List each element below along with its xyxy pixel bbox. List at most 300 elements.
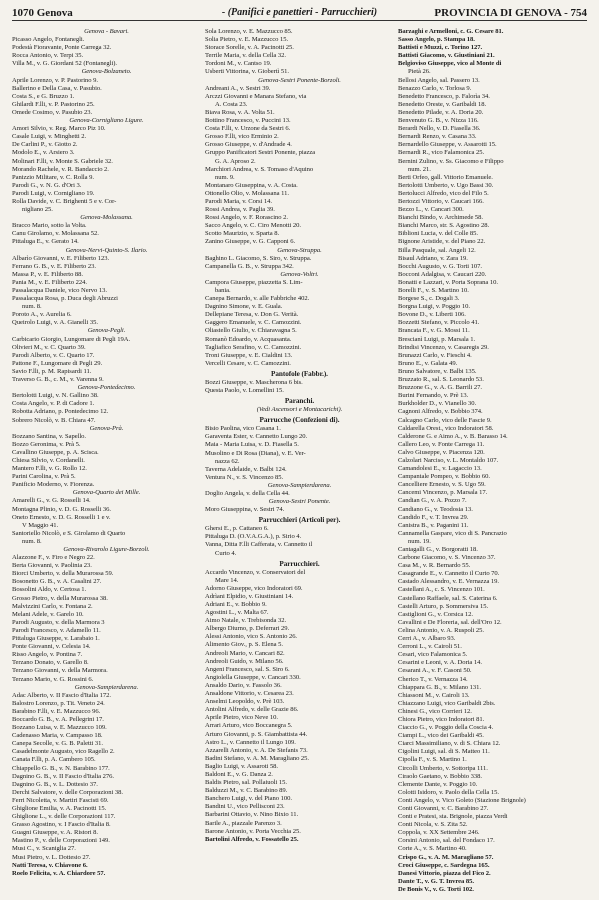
entry-line: Biblioni Lucia, v. del Colle 85. bbox=[398, 230, 479, 238]
entry-line: num. 8. bbox=[22, 303, 42, 311]
entry-line: Chiappara G. B., v. Milano 131. bbox=[398, 683, 481, 691]
entry-line: Podestà Fioravante, Ponte Carrega 32. bbox=[12, 44, 112, 52]
entry-line: Parodi Francesco, v. Adamello 11. bbox=[12, 626, 101, 634]
entry-line: Campanella G. B., v. Struppa 342. bbox=[205, 262, 294, 270]
entry-line: Montanaro Giuseppina, v. A. Costa. bbox=[205, 181, 298, 189]
entry-line: Conti Giovanni, v. C. Barabino 27. bbox=[398, 805, 489, 812]
entry-line: Mare 14. bbox=[215, 576, 239, 584]
entry-line: Conti e Pratesi, sta. Brignole, piazza Verdi bbox=[398, 813, 508, 821]
entry-line: Battisti Giacomo, v. Giustiniani 21. bbox=[398, 52, 495, 60]
category-heading: Pantofole (Fabbr.). bbox=[271, 369, 328, 378]
entry-line: Canata F.lli, p. A. Cambero 105. bbox=[12, 756, 96, 764]
entry-line: Bracco Mario, sotto la Volta. bbox=[12, 222, 87, 230]
entry-line: Ansaldone Vittorio, v. Cesarea 23. bbox=[205, 690, 294, 698]
entry-line: Bozzi Giuseppe, v. Mascherona 6 bis. bbox=[205, 378, 303, 386]
entry-line: Carbicario Giorgio, Lungomare di Pegli 19A. bbox=[12, 335, 131, 343]
entry-line: Ciampi L., vico dei Garibaldi 45. bbox=[398, 732, 484, 740]
entry-line: num. 9. bbox=[215, 173, 235, 181]
entry-line: Casale Luigi, v. Minghetti 2. bbox=[12, 133, 87, 141]
entry-line: Traverso G. B., c. M., v. Varenna 9. bbox=[12, 376, 104, 384]
entry-line: Bertolotti Umberto, v. Ugo Bassi 30. bbox=[398, 181, 494, 189]
entry-line: Benazzo Carlo, v. Torlosa 9. bbox=[398, 84, 472, 92]
section-heading: Genova-Pegli. bbox=[87, 327, 126, 335]
entry-line: Derchi Salvatore, v. delle Corporazioni 38. bbox=[12, 788, 123, 796]
entry-line: Chinesi G., vico Corrieri 12. bbox=[398, 707, 472, 715]
entry-line: Canu Girolamo, v. Molassana 52. bbox=[12, 230, 99, 238]
entry-line: Bocconi Adalgisa, v. Caucari 220. bbox=[398, 270, 487, 278]
entry-line: Amori Silvio, v. Reg. Marco Piz 10. bbox=[12, 125, 106, 133]
entry-line: Terzano Giovanni, v. della Marmora. bbox=[12, 667, 108, 675]
entry-line: Camandolesi E., v. Lagaccio 13. bbox=[398, 465, 482, 473]
section-heading: Genova-Struppa. bbox=[277, 246, 322, 254]
entry-line: Passalacqua Rosa, p. Duca degli Abruzzi bbox=[12, 295, 118, 303]
entry-line: Guagni Giuseppe, v. A. Ristori 8. bbox=[12, 829, 99, 837]
entry-line: Bisaul Adriano, v. Zara 19. bbox=[398, 254, 468, 262]
entry-line: Campora Giuseppe, piazzetta S. Lim- bbox=[205, 278, 303, 286]
entry-line: Terrile Maria, v. della Cella 32. bbox=[205, 52, 286, 60]
entry-line: Ghilardi F.lli, v. P. Pastorino 25. bbox=[12, 100, 95, 108]
entry-line: Bovone D., v. Liberti 106. bbox=[398, 311, 466, 319]
entry-line: Castellano Raffaele, sal. S. Caterina 6. bbox=[398, 594, 498, 602]
entry-line: Castiglioni G., v. Corsica 12. bbox=[398, 610, 473, 618]
entry-line: Parini Carolina, v. Prà 5. bbox=[12, 473, 76, 481]
entry-line: Cavallino Giuseppe, p. A. Scisca. bbox=[12, 448, 99, 456]
entry-line: Bellosi Angelo, sal. Passero 13. bbox=[398, 76, 480, 84]
entry-line: Billa Pasquale, sal. Angeli 12. bbox=[398, 246, 476, 254]
entry-line: Arturo Giovanni, p. S. Giambattista 44. bbox=[205, 730, 308, 738]
entry-line: Rocca Antonio, v. Terpi 35. bbox=[12, 52, 84, 60]
entry-line: Casadelmonte Augusto, vico Ragello 2. bbox=[12, 748, 115, 756]
entry-line: Scotto Maurizio, v. Sparta 8. bbox=[205, 230, 280, 238]
entry-line: Cherico T., v. Vernazza 14. bbox=[398, 675, 468, 683]
entry-line: Usberti Vittorina, v. Giobertì 51. bbox=[205, 68, 289, 76]
entry-line: Bignone Aristide, v. del Piano 22. bbox=[398, 238, 486, 246]
entry-line: Bertolotti Luigi, v. N. Gallino 38. bbox=[12, 392, 99, 400]
entry-line: Adrìani Elpidio, v. Giustiniani 14. bbox=[205, 592, 294, 600]
category-note: (Vedi Ascensori e Montacarichi). bbox=[256, 406, 343, 414]
entry-line: Musi Pietro, v. L. Dottesio 27. bbox=[12, 853, 91, 861]
entry-line: Baghino L. Giacomo, S. Siro, v. Struppa. bbox=[205, 254, 312, 262]
entry-line: Grosso Giuseppe, v. d'Andrade 4. bbox=[205, 141, 292, 149]
entry-line: Grosso F.lli, vico Erminio 2. bbox=[205, 133, 279, 141]
page-header bbox=[12, 6, 587, 21]
entry-line: Candido F., v. T. Invrea 29. bbox=[398, 513, 469, 521]
entry-line: Carbone Giacomo, v. S. Vincenzo 37. bbox=[398, 554, 496, 562]
section-heading: Genova-Sampierdarena. bbox=[267, 481, 332, 489]
entry-line: Borgese S., c. Dogali 3. bbox=[398, 295, 460, 303]
entry-line: Marchiori Andrea, v. S. Tomaso d'Aquino bbox=[205, 165, 314, 173]
entry-line: Bertolucci Alfredo, vico del Filo 5. bbox=[398, 189, 489, 197]
entry-line: Accardo Vincenzo, v. Conservatori del bbox=[205, 568, 306, 576]
entry-line: Cancemi Vincenzo, p. Marsala 17. bbox=[398, 489, 488, 497]
entry-line: Banchero Luigi, v. del Piano 100. bbox=[205, 795, 292, 803]
entry-line: Parodi G., v. N. G. d'Ori 3. bbox=[12, 181, 82, 189]
entry-line: Sacco Angelo, v. C. Ciro Menotti 20. bbox=[205, 222, 301, 230]
entry-line: Canepa Secolle, v. G. B. Paletti 31. bbox=[12, 740, 103, 748]
entry-line: Costa F.lli, v. Urzone da Sestri 6. bbox=[205, 125, 291, 133]
entry-line: Berardi Nello, v. D. Fiasella 36. bbox=[398, 125, 481, 133]
entry-line: num. 8. bbox=[22, 537, 42, 545]
entry-line: De Bonis V., v. G. Torti 102. bbox=[398, 885, 474, 893]
directory-page bbox=[12, 6, 587, 894]
entry-line: Benedetto Oreste, v. Garibaldi 18. bbox=[398, 100, 487, 108]
entry-line: Bernardi R., vico Falamonica 25. bbox=[398, 149, 485, 157]
entry-line: A. Costa 23. bbox=[215, 100, 248, 108]
entry-line: Celina Antonio, v. A. Ruspoli 25. bbox=[398, 626, 485, 634]
entry-line: Roelo Felicita, v. A. Chiardore 57. bbox=[12, 869, 106, 877]
entry-line: Aprile Lorenzo, v. P. Pastorino 9. bbox=[12, 76, 98, 84]
entry-line: Brescianì Luigi, p. Marsala 1. bbox=[398, 335, 476, 343]
entry-line: Canepa Bernardo, v. alle Fabbriche 402. bbox=[205, 295, 310, 303]
entry-line: Moro Giuseppina, v. Sestri 74. bbox=[205, 506, 285, 514]
entry-line: Borelli F., v. S. Martino 10. bbox=[398, 287, 469, 294]
entry-line: Angeni Francesco, sal. S. Siro 6. bbox=[205, 665, 290, 673]
entry-line: Chiappello G. B., v. N. Barabino 177. bbox=[12, 764, 110, 772]
entry-line: Adac Alberto, v. II Fascio d'Italia 172. bbox=[12, 691, 111, 699]
entry-line: Bonatti e Lazzari, v. Porta Soprana 10. bbox=[398, 278, 498, 286]
entry-line: Canistra B., v. Paganini 11. bbox=[398, 521, 469, 529]
entry-line: Belgioviso Giuseppe, vico al Monte di bbox=[398, 60, 502, 68]
entry-line: Robotta Adriano, p. Pontedecimo 12. bbox=[12, 408, 109, 416]
entry-line: nazza 62. bbox=[215, 457, 240, 465]
entry-line: Alimento Giov., p. S. Elena 5. bbox=[205, 641, 283, 649]
entry-line: Montagna Plinio, v. D. G. Rosselli 36. bbox=[12, 505, 111, 513]
entry-line: Boccardo G. B., v. A. Pellegrini 17. bbox=[12, 715, 104, 723]
entry-line: Andreoli Mario, v. Cancari 82. bbox=[205, 649, 285, 657]
entry-line: Malvizzini Carlo, v. Fontana 2. bbox=[12, 602, 93, 610]
entry-line: Storace Sorelle, v. A. Pacinotti 25. bbox=[205, 44, 294, 52]
entry-line: Cagnoni Alfredo, v. Bobbio 374. bbox=[398, 408, 483, 416]
entry-line: Baglio Luigi, v. Assaroti 58. bbox=[205, 762, 279, 770]
entry-line: Cannamella Gaspare, vico di S. Pancrazio bbox=[398, 529, 507, 537]
section-heading: Genova-Nervi-Quinto-S. Ilario. bbox=[65, 246, 148, 254]
section-heading: Genova-Sampierdarena. bbox=[74, 683, 139, 691]
entry-line: Molinari F.lli, v. Monte S. Gabriele 32. bbox=[12, 157, 113, 165]
entry-line: Musolino e Di Rosa (Diana), v. E. Ver- bbox=[205, 449, 306, 457]
entry-line: num. 19. bbox=[408, 537, 431, 545]
entry-line: Bosonetto G. B., v. A. Casalini 27. bbox=[12, 578, 102, 586]
entry-line: Castado Alessandro, v. E. Vernazza 19. bbox=[398, 578, 500, 586]
entry-line: Cesarini e Leoni, v. A. Doria 14. bbox=[398, 659, 482, 667]
entry-line: Chiora Pietro, vico Indoratori 81. bbox=[398, 715, 485, 723]
entry-line: Solia Pietro, v. E. Mazzucco 15. bbox=[205, 36, 289, 44]
entry-line: Bianchi Bindo, v. Archimede 58. bbox=[398, 214, 484, 222]
entry-line: Burini Fernando, v. Prè 13. bbox=[398, 392, 469, 400]
entry-line: Brancata F., v. G. Mossi 11. bbox=[398, 327, 470, 335]
entry-line: Cigolini Luigi, sal. di S. Matteo 11. bbox=[398, 748, 490, 756]
section-heading: Genova-Sestri Ponente-Borzoli. bbox=[258, 76, 341, 84]
entry-line: Cantagalli G., v. Borgoratti 18. bbox=[398, 546, 478, 553]
entry-line: Picasso Angelo, Fontanegli. bbox=[12, 36, 85, 44]
entry-line: Balostro Lorenzo, p. Tit. Veneto 24. bbox=[12, 699, 105, 707]
entry-line: Ghiglione L., v. delle Corporazioni 117. bbox=[12, 813, 116, 821]
entry-line: Croci Giuseppe, c. Sardegna 165. bbox=[398, 861, 490, 869]
entry-line: Dellepiane Teresa, v. Don G. Verità. bbox=[205, 311, 299, 319]
entry-line: Bruzzato R., sal. S. Leonardo 53. bbox=[398, 376, 484, 384]
entry-line: Dagnino G. B., v. L. Dottesio 37. bbox=[12, 780, 98, 788]
entry-line: Circolli Umberto, v. Sottoripa 111. bbox=[398, 764, 488, 772]
entry-line: Chiesa Silvio, v. Cordanelli. bbox=[12, 456, 85, 464]
entry-line: Angiolella Giuseppe, v. Cancari 330. bbox=[205, 673, 301, 681]
section-title: - (Panifici e panettieri - Parrucchieri) bbox=[221, 7, 378, 18]
entry-line: Musi C., v. Scaniglia 27. bbox=[12, 845, 76, 853]
entry-line: Calcagno Carlo, vico delle Fascie 9. bbox=[398, 416, 492, 424]
entry-line: Panizzio Militare, v. C. Rolla 9. bbox=[12, 173, 94, 181]
entry-line: Sola Lorenzo, v. E. Mazzucco 85. bbox=[205, 28, 293, 35]
entry-line: bania. bbox=[215, 287, 231, 294]
entry-line: Poroto A., v. Aurelia 6. bbox=[12, 311, 72, 319]
entry-line: Pittaluga D. (O.V.A.G.A.), p. Sirio 4. bbox=[205, 533, 302, 541]
entry-line: Gruppo Panificatori Sestri Ponente, piazza bbox=[205, 149, 316, 157]
entry-line: Rolla Davide, v. C. Brighenti 5 e v. Cor- bbox=[12, 197, 117, 205]
entry-line: Burkholder D., v. Vianello 30. bbox=[398, 400, 477, 408]
entry-line: Cesarani A., v. F. Casoni 50. bbox=[398, 667, 472, 675]
entry-line: Bruno E., v. Galata 49. bbox=[398, 359, 458, 367]
entry-line: Alazzone F., v. Firo e Negro 22. bbox=[12, 554, 95, 562]
entry-line: Pittaluga E., v. Gerato 14. bbox=[12, 238, 79, 246]
entry-line: Bernardello Giuseppe, v. Assarotti 15. bbox=[398, 141, 497, 149]
entry-line: Santoriello Nicolò, e S. Girolamo di Quarto bbox=[12, 529, 126, 537]
entry-line: Arczzi Giovanni e Manara Stefano, via bbox=[205, 92, 307, 100]
entry-line: Villa M., v. G. Giordani 52 (Fontanegli). bbox=[12, 60, 117, 68]
entry-line: Cancelliere Ernesto, v. S. Ugo 59. bbox=[398, 481, 486, 489]
entry-line: Pania M., v. E. Filiberto 224. bbox=[12, 278, 87, 286]
entry-line: Ferrano G. B., v. E. Filiberto 23. bbox=[12, 262, 96, 270]
entry-line: Barzaghi e Armelloni, c. G. Cesare 81. bbox=[398, 28, 504, 35]
entry-line: Crispo G., v. A. M. Maragliano 57. bbox=[398, 853, 494, 861]
entry-line: Vanna, Ditta F.lli Cafferata, v. Cannetto il bbox=[205, 541, 313, 549]
section-heading: Genova-Prà. bbox=[89, 424, 124, 432]
entry-line: G. A. Aproso 2. bbox=[215, 157, 256, 165]
entry-line: Olivieri M., v. C. Quarto 39. bbox=[12, 343, 86, 351]
entry-line: Omede Cosimo, v. Pasubio 23. bbox=[12, 108, 93, 116]
entry-line: Grasso Agostino, v. I Fascio d'Italia 8. bbox=[12, 821, 111, 829]
entry-line: Dagnino G. B., v. II Fascio d'Italia 276. bbox=[12, 772, 114, 780]
entry-line: Barone Antonio, v. Porta Vecchia 25. bbox=[205, 827, 301, 835]
section-heading: Genova-Cornigliano Ligure. bbox=[69, 117, 144, 125]
section-heading: Genova - Bavari. bbox=[84, 28, 129, 35]
entry-line: Questa Paolo, v. Lomellini 15. bbox=[205, 387, 284, 395]
entry-line: Bartolini Alfredo, v. Fossatello 25. bbox=[205, 835, 299, 843]
entry-line: Chiassoni M., v. Cairoli 13. bbox=[398, 691, 470, 699]
entry-line: Benedetto Pilade, v. A. Doria 20. bbox=[398, 108, 484, 116]
entry-line: Antolini Alfredo, v. delle Grazie 86. bbox=[205, 706, 299, 714]
entry-line: Conti Angelo, v. Vico Goleto (Stazione Brignole) bbox=[398, 796, 526, 804]
entry-line: Caldarella Orest., vico Indoratori 58. bbox=[398, 424, 494, 432]
entry-line: Candian G., v. A. Pozzo 7. bbox=[398, 497, 467, 505]
entry-line: Bianchi Marco, str. S. Agostino 28. bbox=[398, 222, 490, 230]
entry-line: Dagnino Simone, v. E. Guala. bbox=[205, 303, 283, 311]
entry-line: Castelli Arturo, p. Sommersiva 15. bbox=[398, 602, 489, 610]
entry-line: Risso Angelo, v. Pontina 7. bbox=[12, 651, 83, 659]
entry-line: Borgna Luigi, v. Poggio 10. bbox=[398, 303, 470, 311]
entry-line: Tordoni M., v. Cantso 19. bbox=[205, 60, 272, 68]
entry-line: Doglio Angela, v. della Cella 44. bbox=[205, 489, 290, 497]
category-heading: Paranchi. bbox=[284, 397, 315, 406]
province-title: PROVINCIA DI GENOVA - 754 bbox=[434, 7, 587, 19]
columns bbox=[12, 28, 587, 894]
entry-line: Andreoli Guido, v. Milano 56. bbox=[205, 657, 284, 665]
entry-line: Ponte Giovanni, v. Celesia 14. bbox=[12, 643, 91, 651]
entry-line: Ghiglione Emilia, v. A. Pacinotti 15. bbox=[12, 805, 107, 812]
section-heading: Genova-Pontedecimo. bbox=[77, 384, 136, 392]
entry-line: Ciraolo Gaetano, v. Bobbio 338. bbox=[398, 772, 482, 780]
entry-line: Chiazzano Luigi, vico Garibaldi 2bis. bbox=[398, 699, 496, 707]
entry-line: Astro L., v. Cannetto il Lungo 109. bbox=[205, 738, 296, 746]
entry-line: Cavallini e De Floreria, sal. dell'Oro 12. bbox=[398, 618, 502, 626]
entry-line: Ferri Nicoletta, v. Martiri Fascisti 69. bbox=[12, 796, 109, 804]
entry-line: Berti Orfeo, gall. Vittorio Emanuele. bbox=[398, 173, 493, 181]
entry-line: Taverna Adelaide, v. Balbi 124. bbox=[205, 465, 287, 473]
entry-line: Pittaluga Giuseppe, v. Larabaio 1. bbox=[12, 635, 100, 643]
page-number-city: 1070 Genova bbox=[12, 7, 73, 19]
entry-line: Ghersi E., p. Cattaneo 6. bbox=[205, 525, 269, 533]
entry-line: Bottino Francesco, v. Puccini 13. bbox=[205, 117, 291, 125]
entry-line: Rossi Andrea, v. Paglia 39. bbox=[205, 206, 275, 214]
entry-line: nigliano 25. bbox=[22, 206, 53, 214]
entry-line: Costa Angelo, v. P. di Cadore 1. bbox=[12, 400, 95, 408]
entry-line: Castellani A., c. S. Vincenzo 101. bbox=[398, 586, 485, 594]
entry-line: Albergo Diurno, p. Deferrari 29. bbox=[205, 625, 290, 633]
entry-line: Bruzzone G., v. A. G. Barrili 27. bbox=[398, 384, 482, 392]
entry-line: Bozzano Luisa, v. E. Mazzucco 109. bbox=[12, 724, 107, 732]
entry-line: Cadenasso Maria, v. Campasso 18. bbox=[12, 732, 103, 740]
section-heading: Genova-Molassana. bbox=[80, 214, 133, 222]
entry-line: Casagrande E., v. Cannetto il Curto 70. bbox=[398, 570, 500, 578]
entry-line: Vercelli Cesare, v. C. Camozzini. bbox=[205, 359, 291, 367]
entry-line: Sobrero Nicolò, v. B. Chiara 47. bbox=[12, 416, 96, 424]
entry-line: Troni Giuseppe, v. E. Cialdini 13. bbox=[205, 351, 293, 359]
section-heading: Genova-Rivarolo Ligure-Borzoli. bbox=[63, 546, 150, 553]
entry-line: Bandini U., vico Pellisconi 23. bbox=[205, 803, 285, 811]
entry-line: Campantale Pompeo, v. Bobbio 60. bbox=[398, 473, 490, 481]
entry-line: num. 21. bbox=[408, 165, 431, 173]
entry-line: Grosso Pietro, v. della Murarossa 38. bbox=[12, 594, 108, 602]
entry-line: Baldis Pietro, sal. Pollaiuoli 15. bbox=[205, 779, 288, 787]
entry-line: Andreani A., v. Sestri 39. bbox=[205, 84, 271, 92]
entry-line: Parodi Luigi, v. Cornigliano 19. bbox=[12, 189, 95, 197]
entry-line: Cesari, vico Falamonica 5. bbox=[398, 651, 468, 659]
entry-line: Parodi Alberto, v. C. Quarto 17. bbox=[12, 351, 95, 359]
entry-line: Callero Leo, v. Fonte Carrega 11. bbox=[398, 440, 485, 448]
entry-line: Modolo E., v. Arsiero 3. bbox=[12, 149, 75, 157]
entry-line: Parodi Augusto, v. della Marmora 3 bbox=[12, 618, 105, 626]
entry-line: Cipolla F., v. S. Martino 1. bbox=[398, 756, 467, 764]
entry-line: Queirolo Luigi, v. A. Gianelli 35. bbox=[12, 319, 98, 327]
entry-line: Rossi Angelo, v. F. Rorascino 2. bbox=[205, 214, 288, 222]
entry-line: Anselmi Leopoldo, v. Prè 103. bbox=[205, 698, 285, 706]
entry-line: Badini Stefano, v. A. M. Maragliano 25. bbox=[205, 754, 310, 762]
entry-line: Colotti Isidoro, v. Paolo della Cella 15. bbox=[398, 788, 499, 796]
entry-line: Maia - Maria Luisa, v. D. Fiasella 5. bbox=[205, 441, 299, 449]
entry-line: Bozzo Geronima, v. Prà 5. bbox=[12, 440, 81, 448]
entry-line: Massa P., v. E. Filiberto 88. bbox=[12, 270, 84, 278]
entry-line: Bossolini Aldo, v. Certosa 1. bbox=[12, 586, 87, 594]
entry-line: Garaventa Ester, v. Cannetto Lungo 20. bbox=[205, 433, 308, 441]
entry-line: Agostini L., v. Malta 67. bbox=[205, 609, 269, 617]
entry-line: Sasso Angelo, p. Stampa 18. bbox=[398, 36, 475, 44]
entry-line: Barbarini Ottavio, v. Nino Bixio 11. bbox=[205, 811, 299, 819]
entry-line: Bocchi Augusto, v. G. Torti 107. bbox=[398, 262, 483, 270]
entry-line: Costa S., e G. Bruzzo 1. bbox=[12, 92, 75, 100]
category-heading: Parrucchieri (Articoli per). bbox=[258, 516, 341, 525]
entry-line: Barabino F.lli, v. E. Mazzucco 96. bbox=[12, 707, 101, 715]
section-heading: Genova-Sestri Ponente. bbox=[268, 498, 331, 506]
entry-line: De Carlini P., v. Giotto 2. bbox=[12, 141, 78, 149]
entry-line: Arrari Arturo, vico Boccanegra 5. bbox=[205, 722, 293, 730]
column-2 bbox=[205, 28, 394, 894]
entry-line: Benedetto Francesco, p. Falorìa 34. bbox=[398, 92, 490, 100]
entry-line: Calderone G. e Aimo A., v. B. Barasso 14. bbox=[398, 432, 508, 440]
entry-line: Zanino Giuseppe, v. G. Capponi 6. bbox=[205, 238, 296, 246]
entry-line: Ventura N., v. S. Vincenzo 85. bbox=[205, 473, 284, 481]
entry-line: Danesi Vittorio, piazza del Fico 2. bbox=[398, 869, 491, 877]
entry-line: Corsini Antonio, sal. del Fondaco 17. bbox=[398, 837, 495, 845]
category-heading: Parrucche (Confezioni di). bbox=[259, 416, 340, 425]
section-heading: Genova-Quarto dei Mille. bbox=[72, 489, 141, 497]
entry-line: Mantero F.lli, v. G. Rollo 12. bbox=[12, 465, 87, 473]
entry-line: Bisio Paolina, vico Casana 1. bbox=[205, 425, 281, 433]
entry-line: Barile A., piazzale Parenzo 3. bbox=[205, 819, 282, 827]
entry-line: Balduzzi M., v. C. Barabino 89. bbox=[205, 787, 288, 795]
entry-line: Terzano Mario, v. G. Rossini 6. bbox=[12, 675, 94, 683]
entry-line: Bruno Salvatore, v. Balbi 135. bbox=[398, 367, 477, 375]
entry-line: Passalacqua Daniele, vico Nervo 13. bbox=[12, 287, 107, 294]
entry-line: Tagliafico Serafino, v. C. Camozzini. bbox=[205, 343, 302, 351]
entry-line: Ansaldo Dario, v. Fassolo 36. bbox=[205, 681, 282, 689]
entry-line: Biorci Umberto, v. della Murarossa 59. bbox=[12, 570, 114, 578]
entry-line: Bozzetti Stefano, v. Piccolo 41. bbox=[398, 319, 480, 327]
entry-line: Battisti e Muzzi, c. Torino 127. bbox=[398, 44, 483, 52]
entry-line: Parodi Maria, v. Corsi 14. bbox=[205, 197, 272, 205]
entry-line: Oliastello Giulio, v. Chiaravagna 5. bbox=[205, 327, 297, 335]
entry-line: Terzano Donato, v. Garello 8. bbox=[12, 659, 89, 667]
entry-line: Brindisi Vincenzo, v. Casaregis 29. bbox=[398, 343, 489, 351]
entry-line: Brunazzi Carlo, v. Fieschi 4. bbox=[398, 351, 472, 359]
entry-line: Bozzano Santina, v. Sapello. bbox=[12, 432, 86, 440]
entry-line: Dante T., v. G. T. Invrea 85. bbox=[398, 877, 474, 885]
entry-line: Calzolari Narciso, v. L. Montaldo 107. bbox=[398, 456, 499, 464]
entry-line: Cerroni L., v. Cairoli 51. bbox=[398, 643, 462, 651]
entry-line: Natti Teresa, v. Chiavone 6. bbox=[12, 861, 88, 869]
entry-line: Curto 4. bbox=[215, 549, 237, 557]
entry-line: Oneto Ernesto, v. D. G. Rosselli 1 e v. bbox=[12, 513, 111, 521]
entry-line: Ottonello Olio, v. Molassana 11. bbox=[205, 189, 289, 197]
column-1 bbox=[12, 28, 201, 894]
entry-line: Bezzo L., v. Cancari 300. bbox=[398, 206, 464, 214]
entry-line: Gaggero Emanuele, v. C. Camozzini. bbox=[205, 319, 302, 327]
entry-line: Albarìo Giovanni, v. E. Filiberto 123. bbox=[12, 254, 110, 262]
entry-line: Calvo Giuseppe, v. Piacenza 120. bbox=[398, 448, 485, 456]
entry-line: Romanò Edoardo, v. Acquasanta. bbox=[205, 335, 292, 343]
entry-line: Pietà 26. bbox=[408, 68, 431, 76]
entry-line: Benvenuto G. B., v. Nizza 116. bbox=[398, 117, 479, 125]
entry-line: Ballerino e Della Casa, v. Pasubio. bbox=[12, 84, 102, 92]
column-3 bbox=[398, 28, 587, 894]
entry-line: Panificio Moderno, v. Fiorenza. bbox=[12, 481, 95, 489]
entry-line: Bernardi Renzo, v. Casana 33. bbox=[398, 133, 477, 141]
entry-line: Savio F.lli, p. M. Rapisardi 11. bbox=[12, 367, 92, 375]
entry-line: Cerri A., v. Albaro 93. bbox=[398, 635, 456, 643]
entry-line: Bertozzi Vittorio, v. Caucari 166. bbox=[398, 197, 484, 205]
entry-line: Casa M., v. R. Bernardo 55. bbox=[398, 562, 471, 570]
entry-line: Corte A., v. S. Martino 40. bbox=[398, 845, 467, 853]
entry-line: Candiano G., v. Teodosia 13. bbox=[398, 505, 473, 513]
entry-line: Aimo Natale, v. Trebisonda 32. bbox=[205, 617, 287, 625]
entry-line: Baldoni E., v. G. Danza 2. bbox=[205, 770, 273, 778]
entry-line: Coppola, v. XX Settembre 246. bbox=[398, 829, 480, 837]
entry-line: Ciaccio G., v. Poggio della Coscia 4. bbox=[398, 724, 494, 732]
